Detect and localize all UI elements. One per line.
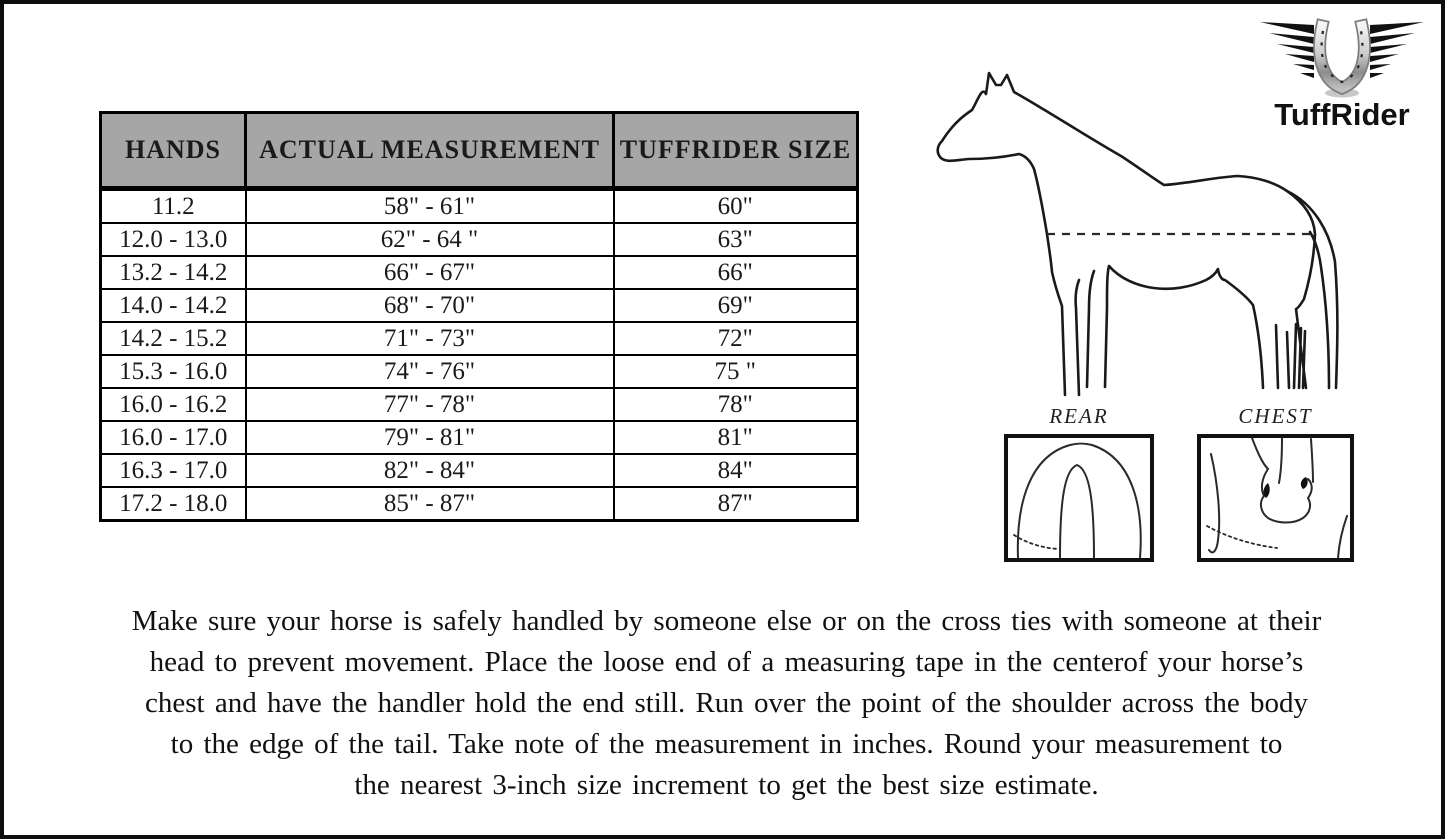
measuring-instructions	[24, 601, 1429, 806]
column-header-actual-measurement: ACTUAL MEASUREMENT	[246, 113, 614, 189]
cell-measurement: 58" - 61"	[246, 189, 614, 224]
cell-hands: 14.2 - 15.2	[101, 322, 246, 355]
cell-size: 87"	[614, 487, 858, 521]
instructions-line: the nearest 3-inch size increment to get the best size estimate.	[354, 769, 1099, 801]
table-row	[101, 454, 858, 487]
right-wing-icon	[1370, 22, 1424, 78]
cell-size: 60"	[614, 189, 858, 224]
column-header-hands: HANDS	[101, 113, 246, 189]
cell-hands: 16.3 - 17.0	[101, 454, 246, 487]
table-row	[101, 289, 858, 322]
rear-view-label: REAR	[1049, 404, 1109, 428]
cell-measurement: 66" - 67"	[246, 256, 614, 289]
size-table	[99, 111, 859, 522]
table-row	[101, 223, 858, 256]
cell-hands: 14.0 - 14.2	[101, 289, 246, 322]
horse-outline-side-view	[916, 52, 1356, 402]
cell-size: 81"	[614, 421, 858, 454]
cell-size: 78"	[614, 388, 858, 421]
cell-hands: 17.2 - 18.0	[101, 487, 246, 521]
cell-measurement: 62" - 64 "	[246, 223, 614, 256]
cell-hands: 16.0 - 16.2	[101, 388, 246, 421]
cell-size: 72"	[614, 322, 858, 355]
instructions-line: to the edge of the tail. Take note of the measurement in inches. Round your measurement to	[170, 728, 1283, 760]
cell-size: 63"	[614, 223, 858, 256]
table-row	[101, 388, 858, 421]
table-header-row	[101, 113, 858, 189]
chest-view-box	[1197, 434, 1354, 562]
table-row	[101, 322, 858, 355]
cell-size: 75 "	[614, 355, 858, 388]
cell-hands: 16.0 - 17.0	[101, 421, 246, 454]
cell-measurement: 68" - 70"	[246, 289, 614, 322]
chest-view-label: CHEST	[1238, 404, 1313, 428]
cell-size: 84"	[614, 454, 858, 487]
column-header-tuffrider-size: TUFFRIDER SIZE	[614, 113, 858, 189]
rear-view-box	[1004, 434, 1154, 562]
cell-measurement: 77" - 78"	[246, 388, 614, 421]
cell-measurement: 85" - 87"	[246, 487, 614, 521]
cell-size: 69"	[614, 289, 858, 322]
cell-hands: 11.2	[101, 189, 246, 224]
table-row	[101, 189, 858, 224]
table-row	[101, 256, 858, 289]
cell-hands: 12.0 - 13.0	[101, 223, 246, 256]
cell-measurement: 82" - 84"	[246, 454, 614, 487]
brand-name: TuffRider	[1274, 97, 1410, 132]
instructions-line: chest and have the handler hold the end still. Run over the point of the shoulder across the body	[145, 687, 1308, 719]
cell-hands: 15.3 - 16.0	[101, 355, 246, 388]
cell-size: 66"	[614, 256, 858, 289]
table-row	[101, 355, 858, 388]
cell-measurement: 71" - 73"	[246, 322, 614, 355]
cell-hands: 13.2 - 14.2	[101, 256, 246, 289]
instructions-line: Make sure your horse is safely handled by someone else or on the cross ties with someone at their	[131, 605, 1322, 637]
cell-measurement: 74" - 76"	[246, 355, 614, 388]
cell-measurement: 79" - 81"	[246, 421, 614, 454]
horse-rear-view-icon	[1008, 438, 1150, 558]
horse-chest-view-icon	[1201, 438, 1350, 558]
table-row	[101, 487, 858, 521]
instructions-line: head to prevent movement. Place the loose end of a measuring tape in the centerof your horse’s	[149, 646, 1304, 678]
table-row	[101, 421, 858, 454]
